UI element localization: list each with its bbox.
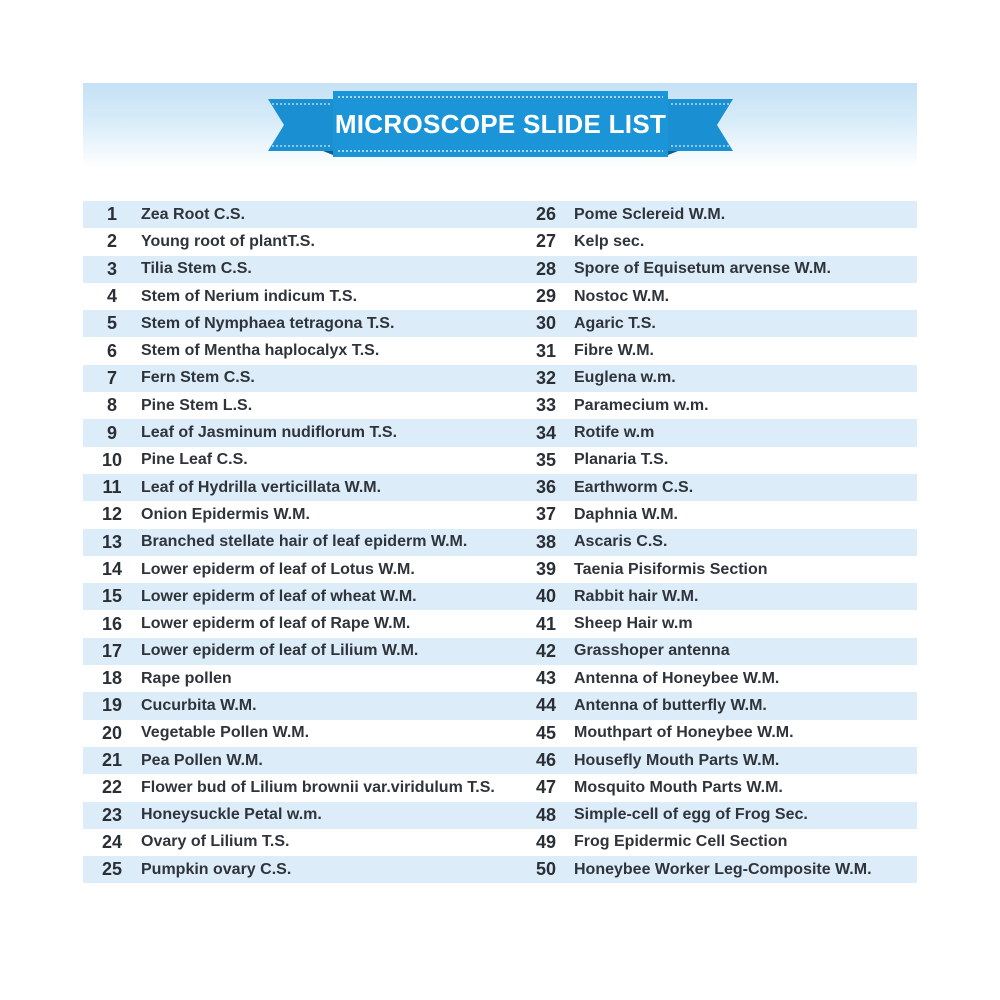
slide-row xyxy=(83,802,917,829)
slide-number: 21 xyxy=(101,750,123,771)
slide-entry xyxy=(520,365,917,392)
slide-entry xyxy=(83,529,520,556)
slide-number: 44 xyxy=(535,695,557,716)
slide-row xyxy=(83,337,917,364)
slide-number: 24 xyxy=(101,831,123,852)
slide-entry xyxy=(520,337,917,364)
slide-entry xyxy=(520,829,917,856)
slide-entry xyxy=(520,392,917,419)
slide-number: 9 xyxy=(106,422,117,443)
slide-name: Ovary of Lilium T.S. xyxy=(141,833,290,851)
slide-number: 7 xyxy=(106,367,117,388)
slide-name: Euglena w.m. xyxy=(574,369,676,387)
slide-name: Stem of Mentha haplocalyx T.S. xyxy=(141,342,380,360)
slide-entry xyxy=(83,447,520,474)
slide-name: Planaria T.S. xyxy=(574,451,669,469)
slide-number: 3 xyxy=(106,258,117,279)
slide-name: Rape pollen xyxy=(141,669,232,687)
slide-name: Housefly Mouth Parts W.M. xyxy=(574,751,780,769)
slide-name: Spore of Equisetum arvense W.M. xyxy=(574,260,831,278)
slide-number: 43 xyxy=(535,668,557,689)
slide-name: Lower epiderm of leaf of wheat W.M. xyxy=(141,587,417,605)
slide-row xyxy=(83,310,917,337)
slide-row xyxy=(83,583,917,610)
title-banner xyxy=(268,91,733,157)
slide-row xyxy=(83,365,917,392)
slide-row xyxy=(83,638,917,665)
slide-number: 23 xyxy=(101,804,123,825)
slide-row xyxy=(83,747,917,774)
slide-entry xyxy=(83,665,520,692)
slide-entry xyxy=(83,610,520,637)
slide-number: 25 xyxy=(101,859,123,880)
slide-name: Fibre W.M. xyxy=(574,342,654,360)
slide-number: 28 xyxy=(535,258,557,279)
slide-entry xyxy=(520,256,917,283)
slide-name: Lower epiderm of leaf of Rape W.M. xyxy=(141,615,411,633)
slide-number: 39 xyxy=(535,559,557,579)
slide-number: 30 xyxy=(535,313,557,334)
slide-number: 16 xyxy=(101,613,123,634)
slide-number: 19 xyxy=(101,695,123,716)
slide-row xyxy=(83,692,917,719)
slide-name: Ascaris C.S. xyxy=(574,533,668,551)
slide-number: 17 xyxy=(101,640,123,661)
slide-name: Antenna of butterfly W.M. xyxy=(574,696,767,714)
slide-entry xyxy=(83,501,520,528)
slide-name: Pea Pollen W.M. xyxy=(141,751,263,769)
slide-entry xyxy=(83,638,520,665)
slide-row xyxy=(83,720,917,747)
slide-row xyxy=(83,283,917,310)
slide-entry xyxy=(83,692,520,719)
slide-name: Kelp sec. xyxy=(574,232,645,250)
slide-name: Fern Stem C.S. xyxy=(141,369,255,387)
slide-number: 29 xyxy=(535,286,557,307)
slide-name: Mouthpart of Honeybee W.M. xyxy=(574,724,794,742)
slide-row xyxy=(83,665,917,692)
slide-name: Simple-cell of egg of Frog Sec. xyxy=(574,806,808,824)
slide-number: 11 xyxy=(102,477,122,498)
slide-number: 40 xyxy=(535,586,557,607)
slide-row xyxy=(83,392,917,419)
slide-name: Frog Epidermic Cell Section xyxy=(574,833,788,851)
slide-row xyxy=(83,447,917,474)
slide-number: 35 xyxy=(535,449,557,470)
slide-name: Lower epiderm of leaf of Lotus W.M. xyxy=(141,560,415,578)
slide-entry xyxy=(83,856,520,883)
slide-number: 36 xyxy=(535,477,557,498)
slide-entry xyxy=(83,337,520,364)
slide-entry xyxy=(520,474,917,501)
slide-row xyxy=(83,474,917,501)
slide-entry xyxy=(520,720,917,747)
slide-number: 42 xyxy=(535,640,557,661)
slide-entry xyxy=(83,283,520,310)
slide-name: Branched stellate hair of leaf epiderm W.M. xyxy=(141,533,468,551)
slide-entry xyxy=(520,556,917,583)
slide-number: 50 xyxy=(535,859,557,880)
slide-name: Leaf of Hydrilla verticillata W.M. xyxy=(141,478,382,496)
slide-number: 41 xyxy=(535,613,557,634)
slide-name: Flower bud of Lilium brownii var.viridulum T.S. xyxy=(141,778,495,796)
slide-entry xyxy=(520,747,917,774)
slide-name: Leaf of Jasminum nudiflorum T.S. xyxy=(141,424,398,442)
slide-name: Rabbit hair W.M. xyxy=(574,587,699,605)
slide-entry xyxy=(520,692,917,719)
slide-entry xyxy=(83,556,520,583)
slide-name: Antenna of Honeybee W.M. xyxy=(574,669,780,687)
slide-entry xyxy=(520,201,917,228)
slide-name: Young root of plantT.S. xyxy=(141,232,315,250)
slide-entry xyxy=(520,802,917,829)
slide-number: 49 xyxy=(535,831,557,852)
slide-entry xyxy=(520,283,917,310)
slide-number: 8 xyxy=(106,395,117,416)
slide-row xyxy=(83,501,917,528)
slide-name: Stem of Nymphaea tetragona T.S. xyxy=(141,314,395,332)
slide-number: 33 xyxy=(535,395,557,416)
slide-number: 10 xyxy=(101,449,123,470)
slide-row xyxy=(83,610,917,637)
slide-number: 5 xyxy=(106,313,117,334)
slide-row xyxy=(83,201,917,228)
slide-number: 46 xyxy=(535,750,557,771)
slide-name: Sheep Hair w.m xyxy=(574,615,693,633)
slide-list xyxy=(83,201,917,883)
slide-number: 1 xyxy=(106,204,117,225)
slide-name: Tilia Stem C.S. xyxy=(141,260,252,278)
slide-name: Stem of Nerium indicum T.S. xyxy=(141,287,358,305)
slide-name: Zea Root C.S. xyxy=(141,205,246,223)
slide-entry xyxy=(520,774,917,801)
slide-entry xyxy=(520,310,917,337)
slide-entry xyxy=(520,228,917,255)
slide-name: Daphnia W.M. xyxy=(574,505,678,523)
slide-number: 38 xyxy=(535,531,557,552)
slide-entry xyxy=(83,256,520,283)
slide-number: 18 xyxy=(101,668,123,689)
slide-name: Paramecium w.m. xyxy=(574,396,709,414)
slide-number: 15 xyxy=(101,586,123,607)
slide-number: 22 xyxy=(101,777,123,798)
slide-name: Lower epiderm of leaf of Lilium W.M. xyxy=(141,642,419,660)
page-title: MICROSCOPE SLIDE LIST xyxy=(334,108,667,139)
slide-entry xyxy=(83,310,520,337)
slide-entry xyxy=(83,829,520,856)
slide-name: Nostoc W.M. xyxy=(574,287,670,305)
slide-name: Honeybee Worker Leg-Composite W.M. xyxy=(574,860,872,878)
slide-entry xyxy=(83,365,520,392)
slide-row xyxy=(83,774,917,801)
slide-row xyxy=(83,529,917,556)
slide-entry xyxy=(83,802,520,829)
slide-number: 31 xyxy=(535,340,557,361)
slide-number: 47 xyxy=(535,777,557,798)
slide-number: 48 xyxy=(535,804,557,825)
slide-name: Grasshoper antenna xyxy=(574,642,730,660)
slide-name: Rotife w.m xyxy=(574,424,655,442)
slide-row xyxy=(83,256,917,283)
slide-entry xyxy=(83,720,520,747)
slide-number: 2 xyxy=(106,231,117,252)
slide-name: Pine Leaf C.S. xyxy=(141,451,248,469)
slide-entry xyxy=(520,419,917,446)
slide-entry xyxy=(520,501,917,528)
slide-number: 34 xyxy=(535,422,557,443)
slide-row xyxy=(83,856,917,883)
slide-number: 4 xyxy=(106,286,117,307)
slide-name: Pome Sclereid W.M. xyxy=(574,205,726,223)
slide-name: Cucurbita W.M. xyxy=(141,696,257,714)
slide-number: 37 xyxy=(535,504,557,525)
slide-name: Honeysuckle Petal w.m. xyxy=(141,806,322,824)
slide-name: Mosquito Mouth Parts W.M. xyxy=(574,778,783,796)
slide-entry xyxy=(83,474,520,501)
slide-row xyxy=(83,556,917,583)
slide-name: Earthworm C.S. xyxy=(574,478,694,496)
slide-entry xyxy=(520,447,917,474)
slide-entry xyxy=(520,638,917,665)
slide-entry xyxy=(83,392,520,419)
slide-entry xyxy=(83,201,520,228)
slide-row xyxy=(83,829,917,856)
slide-entry xyxy=(83,583,520,610)
slide-name: Agaric T.S. xyxy=(574,314,656,332)
slide-name: Taenia Pisiformis Section xyxy=(574,560,768,578)
slide-entry xyxy=(520,529,917,556)
slide-name: Pumpkin ovary C.S. xyxy=(141,860,292,878)
slide-number: 45 xyxy=(535,722,557,743)
slide-number: 13 xyxy=(101,531,123,552)
slide-number: 32 xyxy=(535,367,557,388)
slide-entry xyxy=(520,583,917,610)
slide-entry xyxy=(83,228,520,255)
slide-entry xyxy=(83,747,520,774)
slide-entry xyxy=(83,774,520,801)
slide-name: Onion Epidermis W.M. xyxy=(141,505,310,523)
slide-number: 26 xyxy=(535,204,557,225)
slide-number: 27 xyxy=(535,231,557,252)
slide-entry xyxy=(83,419,520,446)
slide-number: 14 xyxy=(101,559,123,579)
slide-row xyxy=(83,419,917,446)
slide-name: Pine Stem L.S. xyxy=(141,396,253,414)
slide-entry xyxy=(520,665,917,692)
slide-number: 6 xyxy=(106,340,117,361)
slide-number: 12 xyxy=(101,504,123,525)
slide-number: 20 xyxy=(101,722,123,743)
slide-name: Vegetable Pollen W.M. xyxy=(141,724,310,742)
slide-row xyxy=(83,228,917,255)
slide-entry xyxy=(520,856,917,883)
slide-entry xyxy=(520,610,917,637)
